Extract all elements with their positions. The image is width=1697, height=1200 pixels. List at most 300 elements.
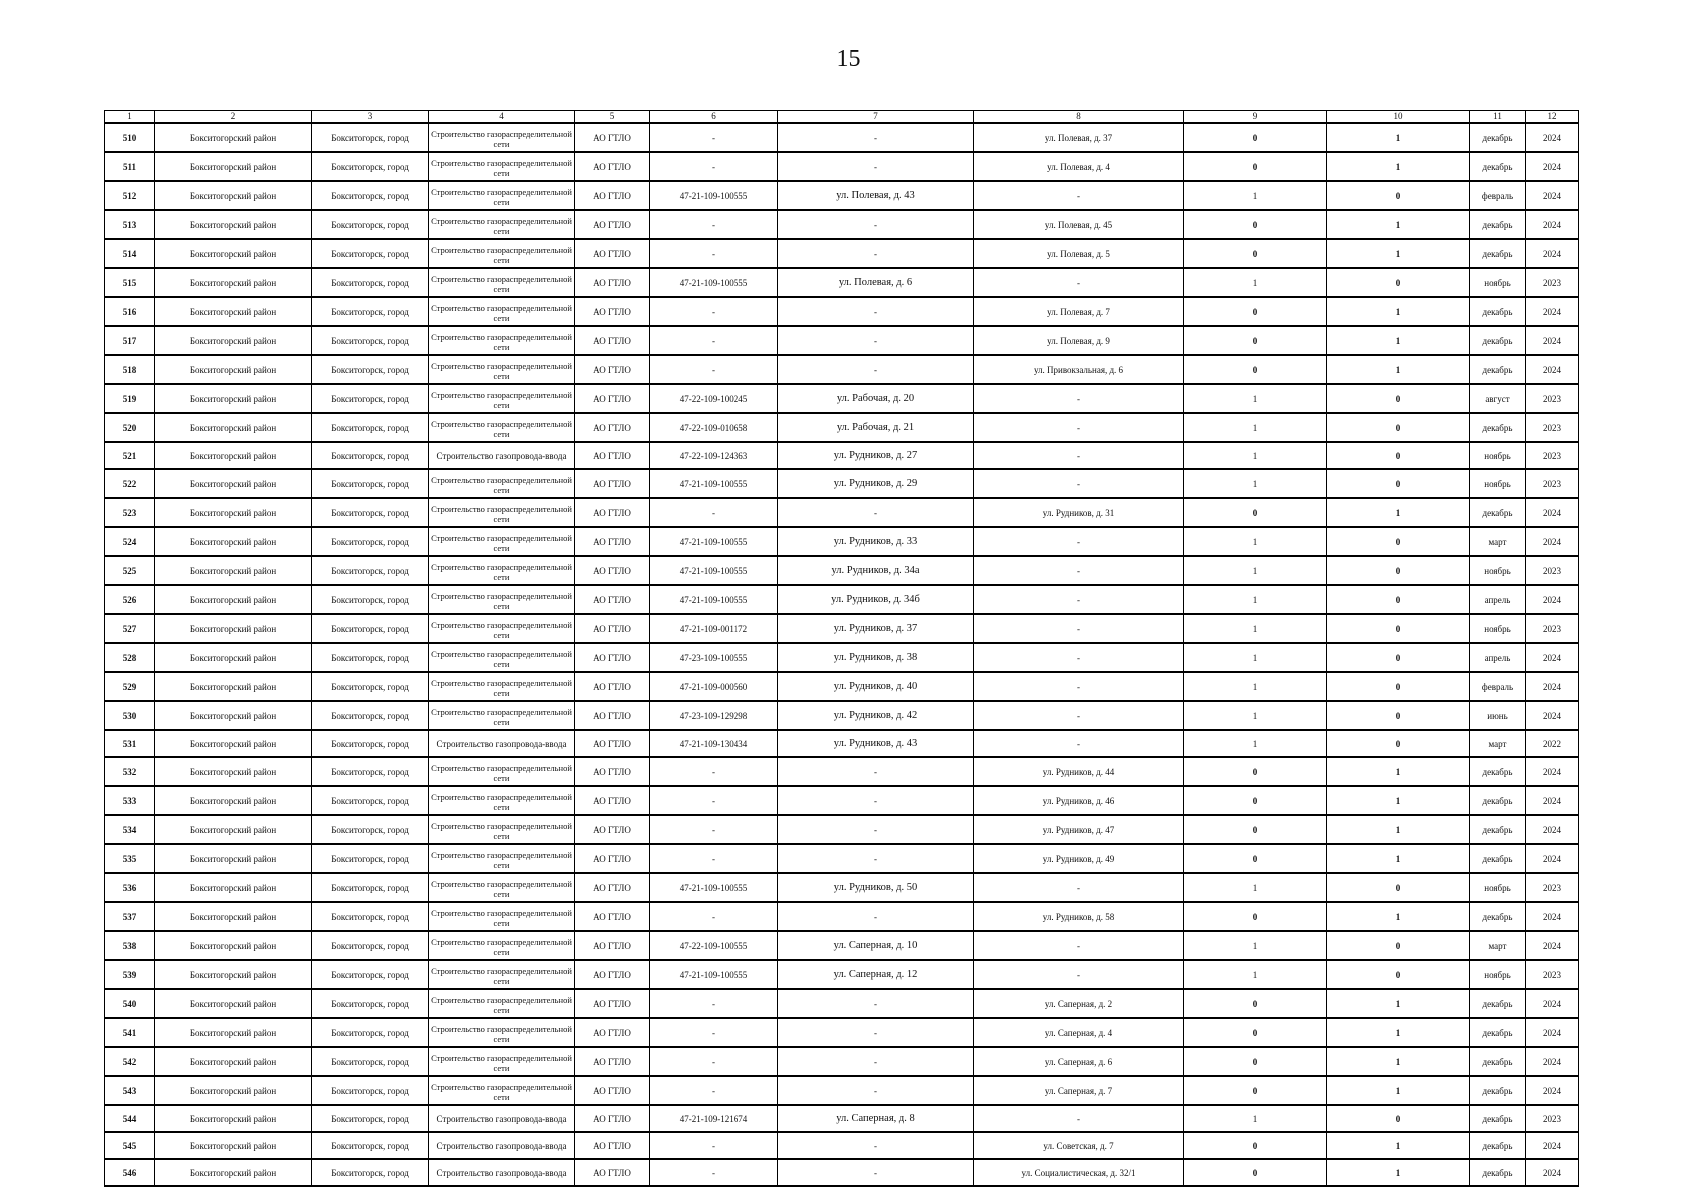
cell-count-existing: 1 [1184, 413, 1327, 442]
column-header: 8 [974, 111, 1184, 124]
cell-address-existing: ул. Полевая, д. 43 [778, 181, 974, 210]
cell-district: Бокситогорский район [155, 355, 312, 384]
column-header: 9 [1184, 111, 1327, 124]
column-header: 1 [105, 111, 155, 124]
table-row [105, 469, 1579, 498]
cell-month: декабрь [1470, 1018, 1526, 1047]
cell-district: Бокситогорский район [155, 585, 312, 614]
table-row [105, 1018, 1579, 1047]
cell-settlement: Бокситогорск, город [312, 297, 429, 326]
cell-count-existing: 1 [1184, 585, 1327, 614]
cell-cadastral-number: - [650, 989, 778, 1018]
cell-year: 2023 [1526, 873, 1579, 902]
cell-count-planned: 0 [1327, 413, 1470, 442]
table-row [105, 844, 1579, 873]
cell-count-planned: 1 [1327, 902, 1470, 931]
cell-work-type: Строительство газораспределительной сети [429, 672, 575, 701]
cell-address-existing: - [778, 757, 974, 786]
cell-year: 2024 [1526, 1159, 1579, 1186]
table-row [105, 556, 1579, 585]
cell-count-existing: 1 [1184, 730, 1327, 757]
cell-row-number: 546 [105, 1159, 155, 1186]
cell-address-planned: - [974, 268, 1184, 297]
cell-address-planned: ул. Рудников, д. 58 [974, 902, 1184, 931]
cell-organization: АО ГТЛО [575, 469, 650, 498]
cell-address-existing: ул. Рудников, д. 27 [778, 442, 974, 469]
table-row [105, 643, 1579, 672]
cell-year: 2024 [1526, 1047, 1579, 1076]
cell-organization: АО ГТЛО [575, 1018, 650, 1047]
gasification-plan-table [104, 110, 1579, 1187]
cell-row-number: 519 [105, 384, 155, 413]
cell-year: 2024 [1526, 585, 1579, 614]
cell-count-existing: 0 [1184, 1159, 1327, 1186]
cell-work-type: Строительство газораспределительной сети [429, 355, 575, 384]
cell-address-planned: - [974, 384, 1184, 413]
cell-month: декабрь [1470, 123, 1526, 152]
cell-address-planned: - [974, 556, 1184, 585]
cell-year: 2024 [1526, 152, 1579, 181]
cell-address-existing: - [778, 152, 974, 181]
cell-month: март [1470, 931, 1526, 960]
cell-organization: АО ГТЛО [575, 1159, 650, 1186]
cell-count-existing: 0 [1184, 239, 1327, 268]
cell-year: 2024 [1526, 643, 1579, 672]
cell-address-planned: ул. Рудников, д. 49 [974, 844, 1184, 873]
cell-cadastral-number: - [650, 1047, 778, 1076]
column-header: 2 [155, 111, 312, 124]
cell-work-type: Строительство газораспределительной сети [429, 498, 575, 527]
cell-address-planned: - [974, 1105, 1184, 1132]
cell-work-type: Строительство газораспределительной сети [429, 326, 575, 355]
cell-address-existing: ул. Саперная, д. 12 [778, 960, 974, 989]
cell-count-planned: 0 [1327, 873, 1470, 902]
cell-district: Бокситогорский район [155, 1018, 312, 1047]
cell-district: Бокситогорский район [155, 815, 312, 844]
cell-address-planned: - [974, 442, 1184, 469]
cell-count-existing: 1 [1184, 384, 1327, 413]
cell-settlement: Бокситогорск, город [312, 614, 429, 643]
cell-count-planned: 1 [1327, 844, 1470, 873]
cell-count-planned: 0 [1327, 730, 1470, 757]
cell-work-type: Строительство газораспределительной сети [429, 413, 575, 442]
cell-address-existing: ул. Рудников, д. 33 [778, 527, 974, 556]
table-row [105, 815, 1579, 844]
cell-month: ноябрь [1470, 268, 1526, 297]
cell-count-planned: 0 [1327, 585, 1470, 614]
cell-settlement: Бокситогорск, город [312, 757, 429, 786]
cell-year: 2024 [1526, 498, 1579, 527]
cell-row-number: 534 [105, 815, 155, 844]
cell-count-planned: 0 [1327, 614, 1470, 643]
cell-settlement: Бокситогорск, город [312, 527, 429, 556]
cell-count-existing: 1 [1184, 1105, 1327, 1132]
cell-cadastral-number: 47-23-109-100555 [650, 643, 778, 672]
cell-row-number: 529 [105, 672, 155, 701]
cell-work-type: Строительство газораспределительной сети [429, 815, 575, 844]
cell-work-type: Строительство газораспределительной сети [429, 614, 575, 643]
cell-year: 2024 [1526, 123, 1579, 152]
table-row [105, 1105, 1579, 1132]
cell-organization: АО ГТЛО [575, 931, 650, 960]
cell-address-existing: ул. Рудников, д. 40 [778, 672, 974, 701]
cell-cadastral-number: 47-21-109-100555 [650, 585, 778, 614]
cell-cadastral-number: 47-21-109-001172 [650, 614, 778, 643]
cell-month: ноябрь [1470, 442, 1526, 469]
table-body [105, 123, 1579, 1186]
cell-count-existing: 1 [1184, 931, 1327, 960]
cell-settlement: Бокситогорск, город [312, 730, 429, 757]
cell-count-existing: 0 [1184, 989, 1327, 1018]
cell-count-existing: 0 [1184, 1047, 1327, 1076]
cell-district: Бокситогорский район [155, 527, 312, 556]
cell-year: 2023 [1526, 413, 1579, 442]
cell-cadastral-number: - [650, 123, 778, 152]
cell-count-existing: 1 [1184, 643, 1327, 672]
cell-address-existing: - [778, 902, 974, 931]
cell-count-existing: 1 [1184, 527, 1327, 556]
cell-address-existing: ул. Рудников, д. 29 [778, 469, 974, 498]
cell-row-number: 535 [105, 844, 155, 873]
table-header-row [105, 111, 1579, 124]
cell-address-planned: ул. Саперная, д. 2 [974, 989, 1184, 1018]
cell-district: Бокситогорский район [155, 469, 312, 498]
cell-settlement: Бокситогорск, город [312, 672, 429, 701]
cell-month: ноябрь [1470, 873, 1526, 902]
cell-cadastral-number: - [650, 815, 778, 844]
cell-address-planned: - [974, 672, 1184, 701]
cell-cadastral-number: 47-21-109-000560 [650, 672, 778, 701]
cell-settlement: Бокситогорск, город [312, 181, 429, 210]
cell-district: Бокситогорский район [155, 989, 312, 1018]
cell-row-number: 512 [105, 181, 155, 210]
cell-address-planned: ул. Рудников, д. 31 [974, 498, 1184, 527]
cell-month: декабрь [1470, 239, 1526, 268]
cell-count-planned: 0 [1327, 931, 1470, 960]
table-row [105, 1047, 1579, 1076]
cell-district: Бокситогорский район [155, 268, 312, 297]
cell-district: Бокситогорский район [155, 931, 312, 960]
cell-cadastral-number: - [650, 1132, 778, 1159]
cell-year: 2024 [1526, 931, 1579, 960]
cell-count-planned: 1 [1327, 1132, 1470, 1159]
cell-month: декабрь [1470, 210, 1526, 239]
cell-year: 2023 [1526, 556, 1579, 585]
table-row [105, 181, 1579, 210]
cell-cadastral-number: - [650, 498, 778, 527]
table-row [105, 730, 1579, 757]
cell-count-planned: 1 [1327, 498, 1470, 527]
cell-district: Бокситогорский район [155, 614, 312, 643]
cell-count-planned: 0 [1327, 527, 1470, 556]
table-row [105, 413, 1579, 442]
cell-address-planned: ул. Саперная, д. 4 [974, 1018, 1184, 1047]
cell-count-existing: 0 [1184, 1076, 1327, 1105]
table-row [105, 873, 1579, 902]
cell-settlement: Бокситогорск, город [312, 844, 429, 873]
cell-organization: АО ГТЛО [575, 123, 650, 152]
cell-settlement: Бокситогорск, город [312, 123, 429, 152]
cell-row-number: 527 [105, 614, 155, 643]
cell-month: ноябрь [1470, 614, 1526, 643]
cell-organization: АО ГТЛО [575, 1105, 650, 1132]
cell-address-existing: ул. Рудников, д. 34б [778, 585, 974, 614]
table-row [105, 1159, 1579, 1186]
cell-address-planned: - [974, 643, 1184, 672]
cell-address-existing: - [778, 326, 974, 355]
cell-month: август [1470, 384, 1526, 413]
cell-organization: АО ГТЛО [575, 268, 650, 297]
cell-count-planned: 0 [1327, 672, 1470, 701]
cell-row-number: 536 [105, 873, 155, 902]
cell-month: декабрь [1470, 498, 1526, 527]
cell-work-type: Строительство газораспределительной сети [429, 902, 575, 931]
cell-work-type: Строительство газораспределительной сети [429, 181, 575, 210]
cell-settlement: Бокситогорск, город [312, 442, 429, 469]
cell-row-number: 543 [105, 1076, 155, 1105]
cell-district: Бокситогорский район [155, 844, 312, 873]
cell-district: Бокситогорский район [155, 297, 312, 326]
cell-address-existing: - [778, 239, 974, 268]
cell-count-planned: 1 [1327, 239, 1470, 268]
cell-month: декабрь [1470, 786, 1526, 815]
cell-count-planned: 1 [1327, 355, 1470, 384]
cell-month: апрель [1470, 643, 1526, 672]
cell-count-planned: 0 [1327, 556, 1470, 585]
cell-address-planned: ул. Полевая, д. 9 [974, 326, 1184, 355]
column-header: 10 [1327, 111, 1470, 124]
cell-work-type: Строительство газораспределительной сети [429, 239, 575, 268]
cell-settlement: Бокситогорск, город [312, 469, 429, 498]
cell-month: апрель [1470, 585, 1526, 614]
cell-address-existing: ул. Рудников, д. 50 [778, 873, 974, 902]
cell-settlement: Бокситогорск, город [312, 498, 429, 527]
cell-organization: АО ГТЛО [575, 442, 650, 469]
cell-district: Бокситогорский район [155, 442, 312, 469]
cell-count-planned: 0 [1327, 701, 1470, 730]
cell-organization: АО ГТЛО [575, 960, 650, 989]
cell-work-type: Строительство газораспределительной сети [429, 297, 575, 326]
cell-count-planned: 0 [1327, 384, 1470, 413]
cell-work-type: Строительство газопровода-ввода [429, 730, 575, 757]
cell-district: Бокситогорский район [155, 757, 312, 786]
cell-work-type: Строительство газораспределительной сети [429, 873, 575, 902]
cell-address-existing: - [778, 498, 974, 527]
cell-cadastral-number: 47-22-109-124363 [650, 442, 778, 469]
cell-year: 2024 [1526, 701, 1579, 730]
cell-row-number: 518 [105, 355, 155, 384]
cell-work-type: Строительство газопровода-ввода [429, 442, 575, 469]
cell-count-existing: 0 [1184, 1132, 1327, 1159]
cell-settlement: Бокситогорск, город [312, 989, 429, 1018]
column-header: 5 [575, 111, 650, 124]
cell-work-type: Строительство газораспределительной сети [429, 585, 575, 614]
cell-count-existing: 0 [1184, 210, 1327, 239]
cell-work-type: Строительство газораспределительной сети [429, 123, 575, 152]
cell-cadastral-number: - [650, 355, 778, 384]
cell-organization: АО ГТЛО [575, 701, 650, 730]
cell-count-planned: 1 [1327, 1076, 1470, 1105]
cell-address-existing: ул. Рабочая, д. 20 [778, 384, 974, 413]
cell-cadastral-number: 47-21-109-121674 [650, 1105, 778, 1132]
cell-organization: АО ГТЛО [575, 902, 650, 931]
table-row [105, 498, 1579, 527]
cell-organization: АО ГТЛО [575, 1132, 650, 1159]
cell-year: 2023 [1526, 614, 1579, 643]
cell-district: Бокситогорский район [155, 1159, 312, 1186]
cell-settlement: Бокситогорск, город [312, 355, 429, 384]
cell-month: ноябрь [1470, 960, 1526, 989]
cell-row-number: 540 [105, 989, 155, 1018]
cell-address-planned: - [974, 701, 1184, 730]
cell-address-existing: - [778, 210, 974, 239]
table-row [105, 152, 1579, 181]
cell-count-planned: 1 [1327, 123, 1470, 152]
cell-month: декабрь [1470, 989, 1526, 1018]
cell-cadastral-number: 47-21-109-100555 [650, 268, 778, 297]
cell-address-existing: - [778, 1132, 974, 1159]
cell-month: декабрь [1470, 1159, 1526, 1186]
cell-address-existing: - [778, 1159, 974, 1186]
cell-row-number: 522 [105, 469, 155, 498]
cell-year: 2024 [1526, 355, 1579, 384]
cell-year: 2024 [1526, 1076, 1579, 1105]
cell-work-type: Строительство газораспределительной сети [429, 268, 575, 297]
table-row [105, 1132, 1579, 1159]
cell-count-planned: 1 [1327, 326, 1470, 355]
column-header: 11 [1470, 111, 1526, 124]
cell-work-type: Строительство газопровода-ввода [429, 1105, 575, 1132]
cell-month: декабрь [1470, 1047, 1526, 1076]
cell-count-existing: 1 [1184, 268, 1327, 297]
table-row [105, 442, 1579, 469]
cell-address-planned: - [974, 181, 1184, 210]
cell-cadastral-number: 47-21-109-100555 [650, 527, 778, 556]
cell-address-existing: - [778, 786, 974, 815]
cell-count-existing: 0 [1184, 355, 1327, 384]
cell-address-planned: - [974, 469, 1184, 498]
cell-month: декабрь [1470, 326, 1526, 355]
table-row [105, 239, 1579, 268]
cell-year: 2024 [1526, 672, 1579, 701]
cell-address-planned: ул. Саперная, д. 6 [974, 1047, 1184, 1076]
cell-year: 2023 [1526, 268, 1579, 297]
cell-count-planned: 0 [1327, 643, 1470, 672]
cell-address-existing: - [778, 355, 974, 384]
cell-row-number: 510 [105, 123, 155, 152]
cell-organization: АО ГТЛО [575, 384, 650, 413]
cell-cadastral-number: - [650, 844, 778, 873]
cell-district: Бокситогорский район [155, 239, 312, 268]
cell-month: декабрь [1470, 1105, 1526, 1132]
cell-row-number: 517 [105, 326, 155, 355]
cell-address-planned: ул. Рудников, д. 47 [974, 815, 1184, 844]
cell-address-planned: ул. Полевая, д. 7 [974, 297, 1184, 326]
cell-month: февраль [1470, 181, 1526, 210]
cell-organization: АО ГТЛО [575, 413, 650, 442]
cell-cadastral-number: - [650, 786, 778, 815]
cell-address-planned: ул. Полевая, д. 5 [974, 239, 1184, 268]
cell-district: Бокситогорский район [155, 960, 312, 989]
cell-row-number: 537 [105, 902, 155, 931]
cell-organization: АО ГТЛО [575, 989, 650, 1018]
cell-row-number: 542 [105, 1047, 155, 1076]
cell-address-existing: ул. Рудников, д. 37 [778, 614, 974, 643]
cell-cadastral-number: 47-21-109-100555 [650, 556, 778, 585]
cell-address-planned: ул. Полевая, д. 4 [974, 152, 1184, 181]
cell-settlement: Бокситогорск, город [312, 585, 429, 614]
cell-row-number: 520 [105, 413, 155, 442]
cell-organization: АО ГТЛО [575, 355, 650, 384]
cell-month: декабрь [1470, 355, 1526, 384]
cell-count-planned: 1 [1327, 1018, 1470, 1047]
cell-row-number: 526 [105, 585, 155, 614]
cell-cadastral-number: 47-21-109-100555 [650, 469, 778, 498]
cell-row-number: 538 [105, 931, 155, 960]
cell-settlement: Бокситогорск, город [312, 873, 429, 902]
cell-organization: АО ГТЛО [575, 844, 650, 873]
cell-work-type: Строительство газораспределительной сети [429, 643, 575, 672]
table-row [105, 384, 1579, 413]
cell-organization: АО ГТЛО [575, 672, 650, 701]
table-row [105, 585, 1579, 614]
cell-settlement: Бокситогорск, город [312, 1132, 429, 1159]
cell-count-planned: 1 [1327, 1047, 1470, 1076]
cell-work-type: Строительство газораспределительной сети [429, 210, 575, 239]
cell-address-planned: - [974, 614, 1184, 643]
cell-address-planned: - [974, 730, 1184, 757]
cell-year: 2024 [1526, 297, 1579, 326]
cell-month: декабрь [1470, 1076, 1526, 1105]
cell-row-number: 515 [105, 268, 155, 297]
cell-year: 2023 [1526, 442, 1579, 469]
cell-settlement: Бокситогорск, город [312, 268, 429, 297]
cell-count-existing: 1 [1184, 873, 1327, 902]
cell-count-planned: 0 [1327, 1105, 1470, 1132]
cell-count-existing: 0 [1184, 297, 1327, 326]
cell-organization: АО ГТЛО [575, 757, 650, 786]
cell-organization: АО ГТЛО [575, 239, 650, 268]
cell-settlement: Бокситогорск, город [312, 902, 429, 931]
cell-settlement: Бокситогорск, город [312, 786, 429, 815]
cell-address-existing: ул. Рудников, д. 34а [778, 556, 974, 585]
cell-settlement: Бокситогорск, город [312, 1047, 429, 1076]
cell-address-existing: ул. Полевая, д. 6 [778, 268, 974, 297]
cell-cadastral-number: 47-21-109-100555 [650, 873, 778, 902]
cell-work-type: Строительство газораспределительной сети [429, 757, 575, 786]
cell-count-existing: 1 [1184, 442, 1327, 469]
cell-work-type: Строительство газораспределительной сети [429, 931, 575, 960]
cell-organization: АО ГТЛО [575, 643, 650, 672]
cell-work-type: Строительство газораспределительной сети [429, 384, 575, 413]
cell-address-existing: ул. Рабочая, д. 21 [778, 413, 974, 442]
cell-month: ноябрь [1470, 556, 1526, 585]
cell-count-existing: 0 [1184, 757, 1327, 786]
cell-district: Бокситогорский район [155, 786, 312, 815]
cell-district: Бокситогорский район [155, 873, 312, 902]
cell-year: 2024 [1526, 1018, 1579, 1047]
cell-month: март [1470, 527, 1526, 556]
cell-month: декабрь [1470, 815, 1526, 844]
cell-month: март [1470, 730, 1526, 757]
cell-cadastral-number: 47-21-109-130434 [650, 730, 778, 757]
cell-year: 2024 [1526, 210, 1579, 239]
cell-count-planned: 1 [1327, 815, 1470, 844]
cell-cadastral-number: - [650, 902, 778, 931]
cell-cadastral-number: - [650, 1159, 778, 1186]
cell-work-type: Строительство газораспределительной сети [429, 701, 575, 730]
cell-work-type: Строительство газораспределительной сети [429, 844, 575, 873]
